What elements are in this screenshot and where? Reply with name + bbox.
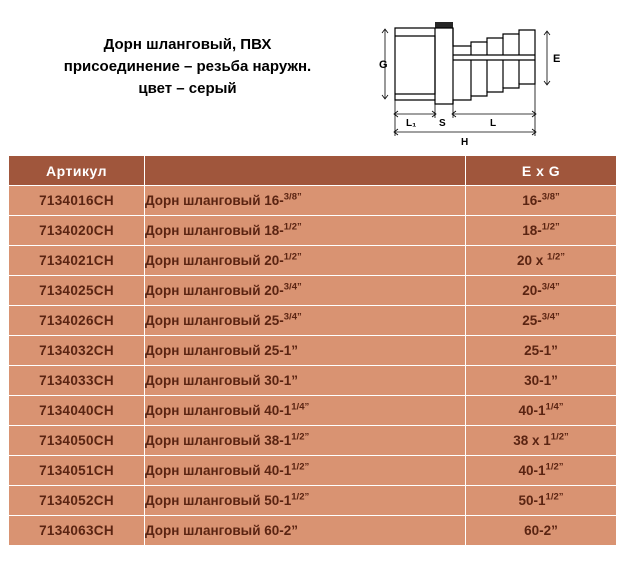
cell-name-text: Дорн шланговый 40-1 [145,463,292,478]
cell-article: 7134025CH [9,276,145,306]
column-header-eg: E x G [466,156,617,186]
cell-eg [466,516,617,546]
cell-eg-text: 18- [522,223,542,238]
cell-eg-text: 30-1” [524,373,558,388]
cell-name [145,216,466,246]
cell-name-text: Дорн шланговый 30-1” [145,373,299,388]
cell-article: 7134021CH [9,246,145,276]
cell-article: 7134033CH [9,366,145,396]
table-row [9,366,617,396]
cell-name-text: Дорн шланговый 25- [145,313,284,328]
parts-table-body [9,186,617,546]
parts-table-wrapper [0,155,621,546]
table-row [9,276,617,306]
table-row [9,186,617,216]
cell-name-fraction: 3/4” [283,311,302,323]
cell-name-text: Дорн шланговый 60-2” [145,523,299,538]
cell-name [145,246,466,276]
cell-name-text: Дорн шланговый 50-1 [145,493,292,508]
dim-label-l: L [490,118,497,129]
cell-eg-text: 20- [522,283,542,298]
cell-eg [466,426,617,456]
cell-eg-text: 25- [522,313,542,328]
cell-eg-text: 60-2” [524,523,558,538]
cell-eg-fraction: 1/2” [541,221,560,233]
cell-eg [466,336,617,366]
cell-name-fraction: 1/2” [291,491,310,503]
table-row [9,336,617,366]
table-row [9,426,617,456]
cell-name-fraction: 1/2” [283,251,302,263]
dim-label-l1: L₁ [406,118,417,129]
cell-eg-text: 20 x [517,253,548,268]
cell-name-text: Дорн шланговый 18- [145,223,284,238]
cell-eg [466,366,617,396]
cell-article: 7134020CH [9,216,145,246]
cell-name [145,516,466,546]
cell-name [145,366,466,396]
table-row [9,216,617,246]
cell-name-text: Дорн шланговый 25-1” [145,343,299,358]
cell-name-fraction: 3/8” [283,191,302,203]
cell-name-text: Дорн шланговый 20- [145,283,284,298]
cell-eg [466,276,617,306]
cell-article: 7134063CH [9,516,145,546]
cell-eg [466,186,617,216]
table-row [9,486,617,516]
table-row [9,516,617,546]
header [0,0,621,155]
technical-drawing [375,0,621,150]
cell-eg-text: 38 x 1 [513,433,551,448]
table-row [9,396,617,426]
cell-name [145,186,466,216]
cell-article: 7134051CH [9,456,145,486]
page-title-line-1: Дорн шланговый, ПВХ [103,36,272,53]
cell-name-text: Дорн шланговый 20- [145,253,284,268]
cell-eg [466,396,617,426]
cell-name-text: Дорн шланговый 38-1 [145,433,292,448]
cell-eg [466,246,617,276]
cell-eg-text: 50-1 [518,493,546,508]
cell-name [145,456,466,486]
cell-eg-text: 40-1 [518,463,546,478]
cell-eg-fraction: 1/2” [547,251,565,263]
dim-label-s: S [439,118,446,129]
hose-barb-diagram [375,0,615,150]
cell-name [145,426,466,456]
cell-eg-fraction: 1/2” [550,431,569,443]
cell-article: 7134052CH [9,486,145,516]
cell-eg-fraction: 1/2” [545,491,564,503]
cell-eg [466,486,617,516]
cell-article: 7134050CH [9,426,145,456]
cell-name [145,396,466,426]
cell-eg [466,306,617,336]
table-row [9,246,617,276]
column-header-article: Артикул [9,156,145,186]
cell-eg-fraction: 3/8” [541,191,560,203]
cell-eg-text: 40-1 [518,403,546,418]
dim-label-g: G [379,59,388,71]
parts-table [8,155,617,546]
cell-article: 7134016CH [9,186,145,216]
cell-name-text: Дорн шланговый 16- [145,193,284,208]
cell-name [145,486,466,516]
parts-table-head [9,156,617,186]
cell-name-fraction: 1/4” [291,401,310,413]
cell-name [145,336,466,366]
cell-eg [466,216,617,246]
cell-eg-fraction: 1/2” [545,461,564,473]
cell-name-fraction: 1/2” [283,221,302,233]
dim-label-h: H [461,137,469,148]
cell-article: 7134040CH [9,396,145,426]
dim-label-e: E [553,53,561,65]
cell-article: 7134032CH [9,336,145,366]
product-title-block [0,0,375,100]
cell-article: 7134026CH [9,306,145,336]
cell-name [145,306,466,336]
cell-name [145,276,466,306]
cell-name-fraction: 1/2” [291,431,310,443]
cell-eg-text: 16- [522,193,542,208]
cell-eg-fraction: 3/4” [541,281,560,293]
cell-name-text: Дорн шланговый 40-1 [145,403,292,418]
page-title-line-2: присоединение – резьба наружн. [63,58,312,75]
table-row [9,456,617,486]
cell-name-fraction: 3/4” [283,281,302,293]
table-header-row [9,156,617,186]
page-title-line-3: цвет – серый [138,80,237,97]
cell-name-fraction: 1/2” [291,461,310,473]
cell-eg [466,456,617,486]
cell-eg-text: 25-1” [524,343,558,358]
column-header-name [145,156,466,186]
cell-eg-fraction: 1/4” [545,401,564,413]
cell-eg-fraction: 3/4” [541,311,560,323]
table-row [9,306,617,336]
